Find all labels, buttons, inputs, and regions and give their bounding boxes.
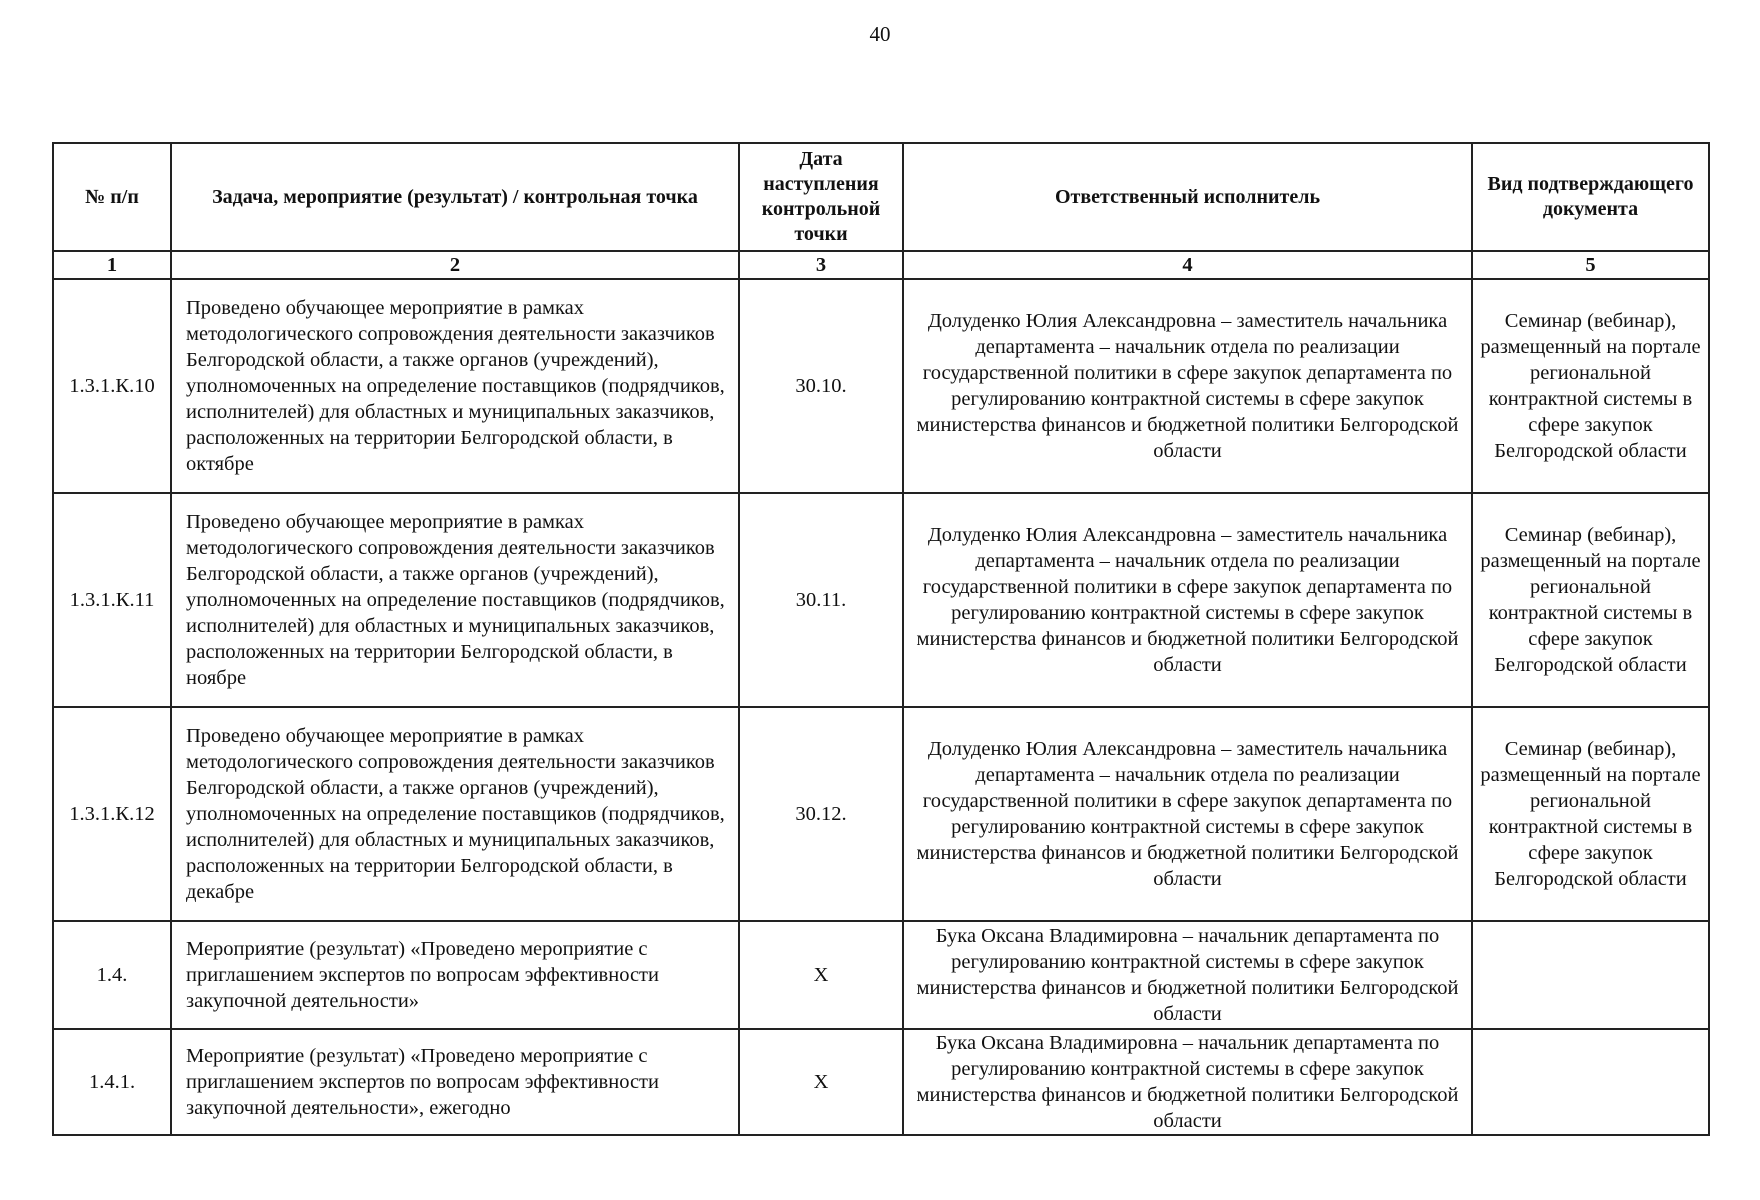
row-task: Мероприятие (результат) «Проведено мероприятие с приглашением экспертов по вопросам эффективности закупочной деятельности»: [171, 921, 739, 1029]
row-doc: [1472, 921, 1709, 1029]
column-number: 1: [53, 251, 171, 279]
table-row: [53, 279, 1709, 493]
row-date: Х: [739, 921, 903, 1029]
row-doc: Семинар (вебинар), размещенный на портале региональной контрактной системы в сфере закупок Белгородской области: [1472, 493, 1709, 707]
header-doc: Вид подтверждающего документа: [1472, 143, 1709, 251]
row-task: Проведено обучающее мероприятие в рамках методологического сопровождения деятельности заказчиков Белгородской области, а также органов (учреждений), уполномоченных на определение поставщиков (подрядчиков, исполнителей) для областных и муниципальных заказчиков, расположенных на территории Белгородской области, в декабре: [171, 707, 739, 921]
table-row: [53, 921, 1709, 1029]
column-number: 3: [739, 251, 903, 279]
header-date: Дата наступления контрольной точки: [739, 143, 903, 251]
column-number: 2: [171, 251, 739, 279]
row-doc: [1472, 1029, 1709, 1135]
row-date: 30.10.: [739, 279, 903, 493]
row-doc: Семинар (вебинар), размещенный на портале региональной контрактной системы в сфере закупок Белгородской области: [1472, 279, 1709, 493]
header-row: [53, 143, 1709, 251]
page-number: 40: [869, 22, 891, 46]
row-number: 1.3.1.К.10: [53, 279, 171, 493]
table-row: [53, 1029, 1709, 1135]
row-responsible: Долуденко Юлия Александровна – заместитель начальника департамента – начальник отдела по реализации государственной политики в сфере закупок департамента по регулированию контрактной системы в сфере закупок министерства финансов и бюджетной политики Белгородской области: [903, 707, 1472, 921]
row-date: 30.12.: [739, 707, 903, 921]
header-responsible: Ответственный исполнитель: [903, 143, 1472, 251]
column-number-row: [53, 251, 1709, 279]
row-responsible: Долуденко Юлия Александровна – заместитель начальника департамента – начальник отдела по реализации государственной политики в сфере закупок департамента по регулированию контрактной системы в сфере закупок министерства финансов и бюджетной политики Белгородской области: [903, 279, 1472, 493]
row-doc: Семинар (вебинар), размещенный на портале региональной контрактной системы в сфере закупок Белгородской области: [1472, 707, 1709, 921]
row-task: Мероприятие (результат) «Проведено мероприятие с приглашением экспертов по вопросам эффективности закупочной деятельности», ежегодно: [171, 1029, 739, 1135]
control-points-table: [52, 142, 1710, 1136]
row-task: Проведено обучающее мероприятие в рамках методологического сопровождения деятельности заказчиков Белгородской области, а также органов (учреждений), уполномоченных на определение поставщиков (подрядчиков, исполнителей) для областных и муниципальных заказчиков, расположенных на территории Белгородской области, в октябре: [171, 279, 739, 493]
row-date: Х: [739, 1029, 903, 1135]
row-number: 1.3.1.К.12: [53, 707, 171, 921]
row-date: 30.11.: [739, 493, 903, 707]
header-task: Задача, мероприятие (результат) / контрольная точка: [171, 143, 739, 251]
column-number: 5: [1472, 251, 1709, 279]
row-number: 1.4.: [53, 921, 171, 1029]
table-row: [53, 707, 1709, 921]
row-responsible: Долуденко Юлия Александровна – заместитель начальника департамента – начальник отдела по реализации государственной политики в сфере закупок департамента по регулированию контрактной системы в сфере закупок министерства финансов и бюджетной политики Белгородской области: [903, 493, 1472, 707]
column-number: 4: [903, 251, 1472, 279]
row-task: Проведено обучающее мероприятие в рамках методологического сопровождения деятельности заказчиков Белгородской области, а также органов (учреждений), уполномоченных на определение поставщиков (подрядчиков, исполнителей) для областных и муниципальных заказчиков, расположенных на территории Белгородской области, в ноябре: [171, 493, 739, 707]
table-row: [53, 493, 1709, 707]
row-number: 1.4.1.: [53, 1029, 171, 1135]
row-number: 1.3.1.К.11: [53, 493, 171, 707]
row-responsible: Бука Оксана Владимировна – начальник департамента по регулированию контрактной системы в сфере закупок министерства финансов и бюджетной политики Белгородской области: [903, 1029, 1472, 1135]
header-num: № п/п: [53, 143, 171, 251]
row-responsible: Бука Оксана Владимировна – начальник департамента по регулированию контрактной системы в сфере закупок министерства финансов и бюджетной политики Белгородской области: [903, 921, 1472, 1029]
